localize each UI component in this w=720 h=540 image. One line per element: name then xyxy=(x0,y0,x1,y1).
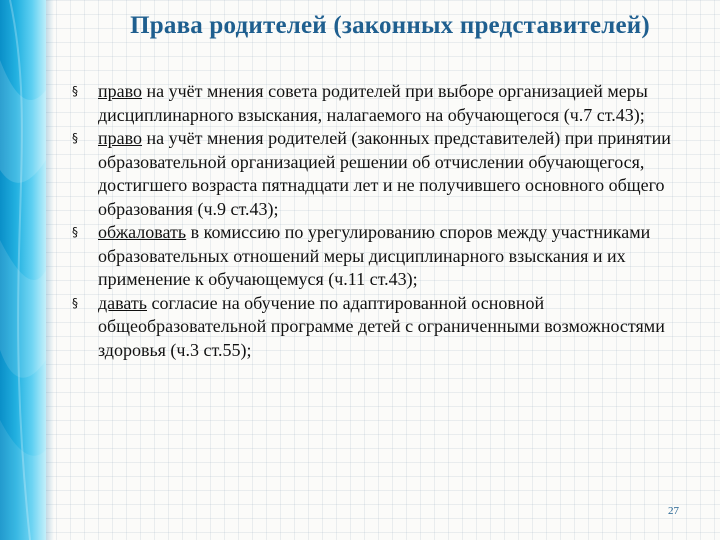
band-shadow xyxy=(46,0,54,540)
page-title: Права родителей (законных представителей) xyxy=(130,12,650,39)
decorative-side-band xyxy=(0,0,46,540)
wave-pattern-icon xyxy=(0,0,46,540)
list-item xyxy=(70,292,680,363)
item-text: согласие на обучение по адаптированной основной общеобразовательной программе детей с ограниченными возможностями здоровья (ч.3 ст.55); xyxy=(98,292,665,360)
page-number: 27 xyxy=(668,505,679,517)
list-item xyxy=(70,127,680,221)
bullet-icon: § xyxy=(72,225,78,239)
list-item xyxy=(70,80,680,127)
bullet-icon: § xyxy=(72,84,78,98)
bullet-icon: § xyxy=(72,295,78,310)
item-text: в комиссию по урегулированию споров между участниками образовательных отношений меры дисциплинарного взыскания и их применение к обучающемуся (ч.11 ст.43); xyxy=(98,222,651,289)
item-keyword: давать xyxy=(98,292,148,313)
item-keyword: обжаловать xyxy=(98,222,187,242)
list-item xyxy=(70,221,680,292)
rights-list xyxy=(70,80,680,362)
item-text: на учёт мнения совета родителей при выборе организацией меры дисциплинарного взыскания, налагаемого на обучающегося (ч.7 ст.43); xyxy=(98,81,648,125)
bullet-icon: § xyxy=(72,131,78,145)
item-keyword: право xyxy=(98,128,142,148)
item-keyword: право xyxy=(98,81,142,101)
item-text: на учёт мнения родителей (законных представителей) при принятии образовательной организацией решении об отчислении обучающегося, достигшего возраста пятнадцати лет и не получившего основного общего образования (ч.9 ст.43); xyxy=(98,128,671,219)
